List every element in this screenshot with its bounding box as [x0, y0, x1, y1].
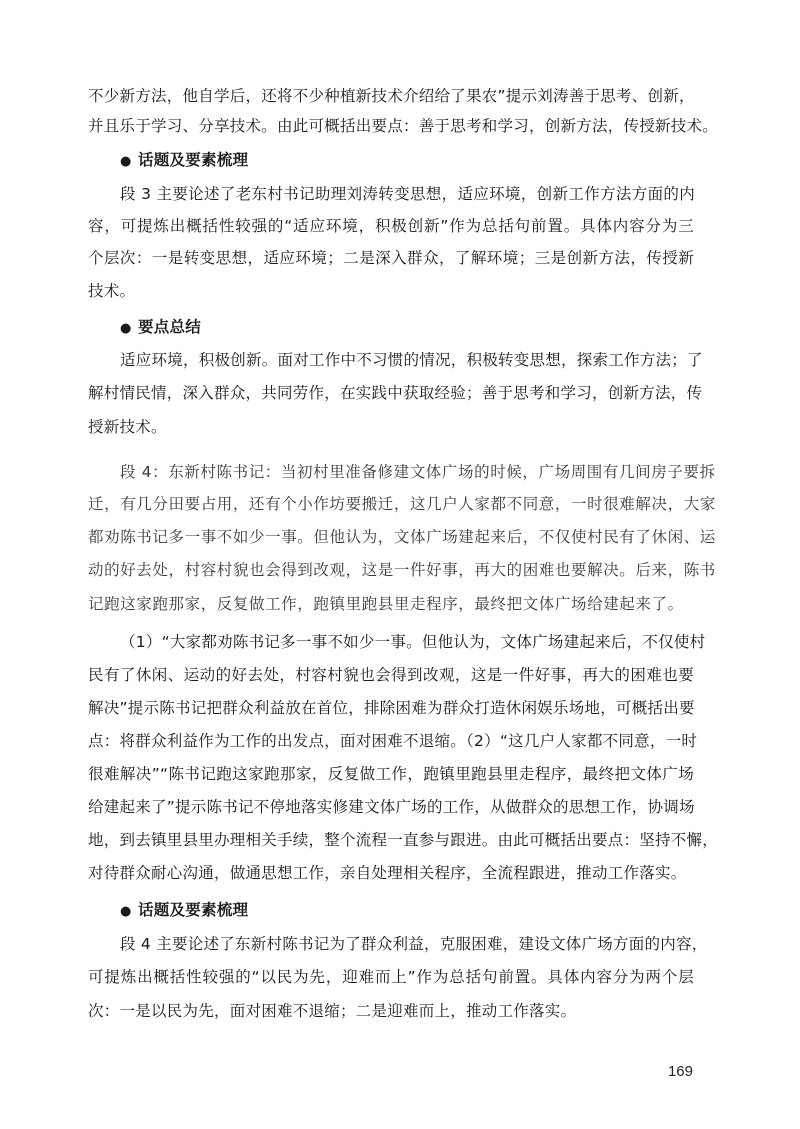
heading-summary: ● 要点总结: [120, 317, 201, 339]
summary-line-2: 解村情民情，深入群众，共同劳作，在实践中获取经验；善于思考和学习，创新方法，传: [88, 384, 703, 402]
quote-line-4: 动的好去处，村容村貌也会得到改观，这是一件好事，再大的困难也要解决。后来，陈书: [88, 561, 716, 579]
analysis-line-6: 给建起来了”提示陈书记不停地落实修建文体广场的工作，从做群众的思想工作，协调场: [88, 798, 695, 816]
intro-line-2: 并且乐于学习、分享技术。由此可概括出要点：善于思考和学习，创新方法，传授新技术。: [88, 117, 719, 135]
para4-line-1: 段 4 主要论述了东新村陈书记为了群众利益，克服困难，建设文体广场方面的内容，: [120, 935, 708, 953]
heading-topic-2: ● 话题及要素梳理: [120, 900, 248, 922]
summary-line-3: 授新技术。: [88, 418, 167, 436]
analysis-line-1: （1）“大家都劝陈书记多一事不如少一事。但他认为，文体广场建起来后，不仅使村: [120, 633, 706, 651]
quote-line-2: 迁，有几分田要占用，还有个小作坊要搬迁，这几户人家都不同意，一时很难解决，大家: [88, 495, 716, 513]
heading-topic-1: ● 话题及要素梳理: [120, 150, 248, 172]
para3-line-3: 个层次：一是转变思想，适应环境；二是深入群众，了解环境；三是创新方法，传授新: [88, 249, 694, 267]
intro-line-1: 不少新方法，他自学后，还将不少种植新技术介绍给了果农”提示刘涛善于思考、创新，: [88, 87, 695, 105]
analysis-line-4: 点：将群众利益作为工作的出发点，面对困难不退缩。（2）“这几户人家都不同意，一时: [88, 732, 698, 750]
para3-line-4: 技术。: [88, 282, 136, 300]
analysis-line-5: 很难解决”“陈书记跑这家跑那家，反复做工作，跑镇里跑县里走程序，最终把文体广场: [88, 765, 694, 783]
para4-line-2: 可提炼出概括性较强的“以民为先，迎难而上”作为总括句前置。具体内容分为两个层: [88, 968, 694, 986]
para4-line-3: 次：一是以民为先，面对困难不退缩；二是迎难而上，推动工作落实。: [88, 1002, 577, 1020]
quote-line-1: 段 4：东新村陈书记：当初村里准备修建文体广场的时候，广场周围有几间房子要拆: [120, 463, 716, 481]
summary-line-1: 适应环境，积极创新。面对工作中不习惯的情况，积极转变思想，探索工作方法；了: [120, 351, 703, 369]
analysis-line-2: 民有了休闲、运动的好去处，村容村貌也会得到改观，这是一件好事，再大的困难也要: [88, 666, 694, 684]
quote-line-3: 都劝陈书记多一事不如少一事。但他认为，文体广场建起来后，不仅使村民有了休闲、运: [88, 528, 716, 546]
analysis-line-7: 地，到去镇里县里办理相关手续，整个流程一直参与跟进。由此可概括出要点：坚持不懈，: [88, 831, 719, 849]
quote-line-5: 记跑这家跑那家，反复做工作，跑镇里跑县里走程序，最终把文体广场给建起来了。: [88, 595, 684, 613]
para3-line-1: 段 3 主要论述了老东村书记助理刘涛转变思想，适应环境，创新工作方法方面的内: [120, 185, 695, 203]
page-number: 169: [667, 1063, 693, 1080]
analysis-line-8: 对待群众耐心沟通，做通思想工作，亲自处理相关程序，全流程跟进，推动工作落实。: [88, 864, 687, 882]
analysis-line-3: 解决”提示陈书记把群众利益放在首位，排除困难为群众打造休闲娱乐场地，可概括出要: [88, 699, 695, 717]
para3-line-2: 容，可提炼出概括性较强的“适应环境，积极创新”作为总括句前置。具体内容分为三: [88, 217, 694, 235]
